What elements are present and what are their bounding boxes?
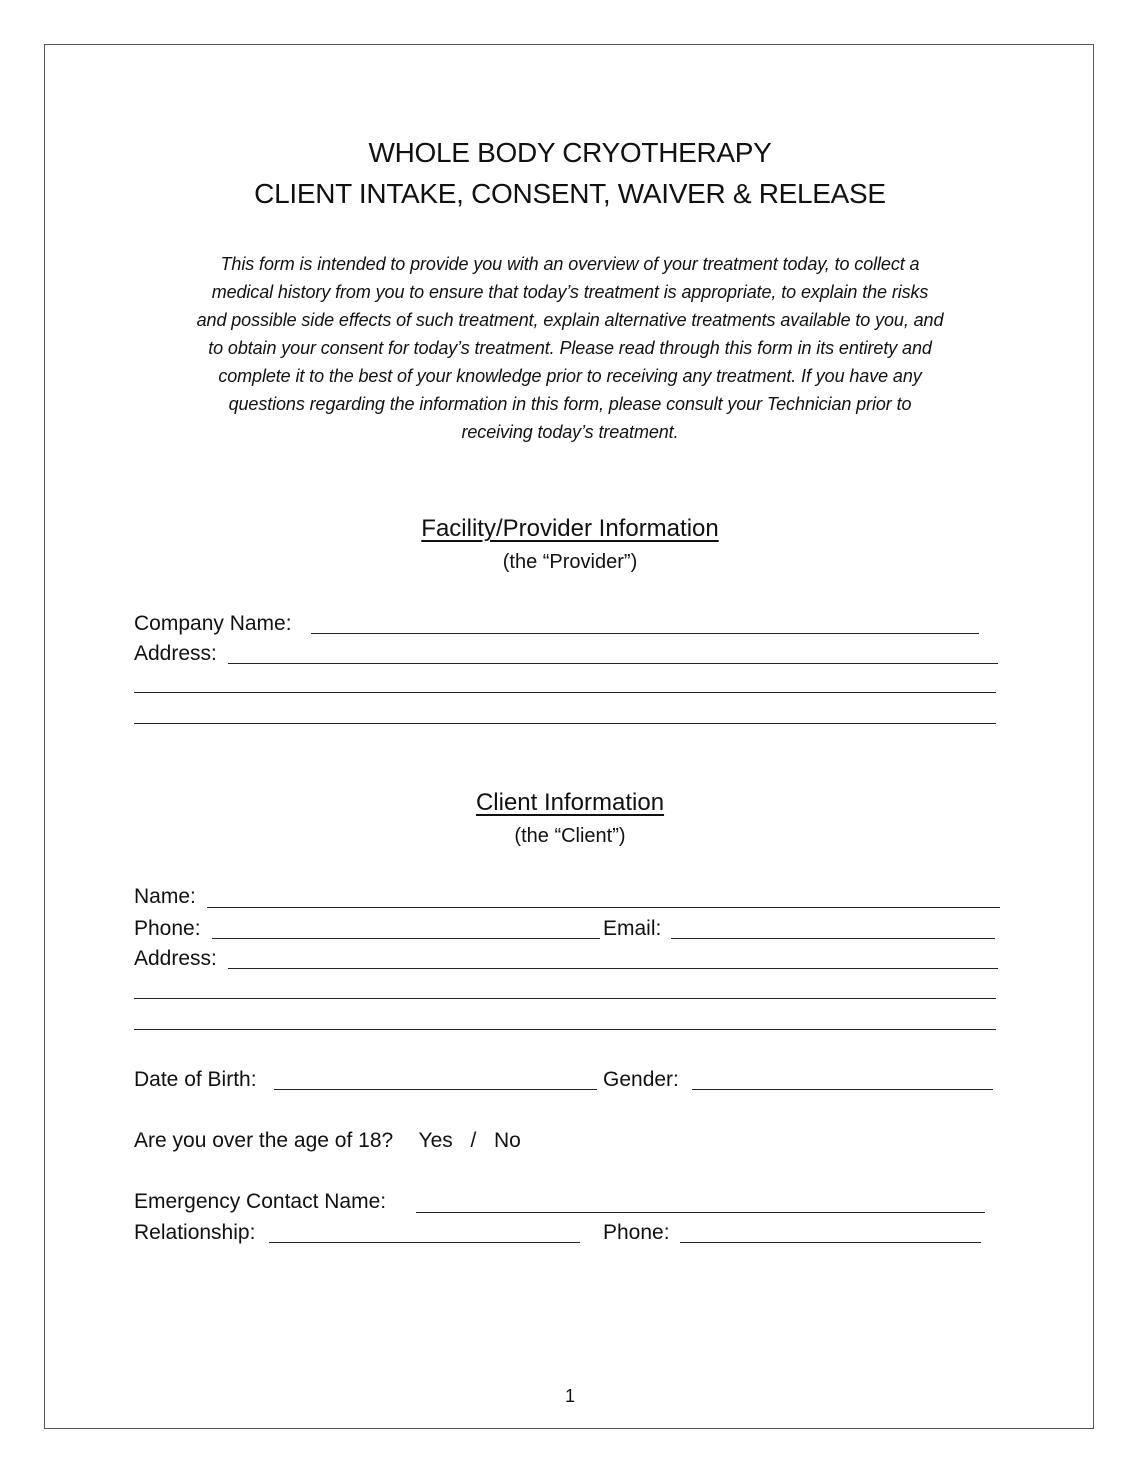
client-address-field-line2[interactable]: [134, 998, 996, 999]
client-phone-label: Phone:: [134, 917, 201, 940]
client-heading-text: Client Information: [475, 789, 665, 816]
provider-address-field[interactable]: [228, 663, 998, 664]
age-question-text: Are you over the age of 18?: [134, 1129, 394, 1152]
client-address-field-line3[interactable]: [134, 1029, 996, 1030]
provider-address-field-line2[interactable]: [134, 692, 996, 693]
age-yes-option[interactable]: Yes: [418, 1129, 453, 1152]
provider-heading-text: Facility/Provider Information: [421, 515, 719, 542]
provider-address-label: Address:: [134, 642, 217, 665]
emergency-phone-field[interactable]: [680, 1242, 981, 1243]
client-email-label: Email:: [603, 917, 662, 940]
client-email-field[interactable]: [671, 938, 995, 939]
company-name-label: Company Name:: [134, 612, 292, 635]
emergency-contact-name-label: Emergency Contact Name:: [134, 1190, 387, 1213]
intro-line: This form is intended to provide you with an overview of your treatment today, to collect a: [220, 254, 920, 274]
emergency-phone-label: Phone:: [603, 1221, 670, 1244]
client-address-label: Address:: [134, 947, 217, 970]
gender-label: Gender:: [603, 1068, 679, 1091]
dob-field[interactable]: [274, 1089, 597, 1090]
intro-line: to obtain your consent for today’s treatment. Please read through this form in its entirety and: [208, 338, 932, 358]
dob-label: Date of Birth:: [134, 1068, 257, 1091]
form-title-line2: CLIENT INTAKE, CONSENT, WAIVER & RELEASE: [254, 178, 886, 209]
age-no-option[interactable]: No: [493, 1129, 521, 1152]
client-name-field[interactable]: [207, 907, 1000, 908]
provider-section-subheading: (the “Provider”): [502, 551, 638, 573]
provider-section-heading: [0, 514, 1140, 544]
client-section-subheading: (the “Client”): [514, 825, 626, 847]
provider-address-field-line3[interactable]: [134, 723, 996, 724]
client-address-field[interactable]: [228, 968, 998, 969]
intro-line: medical history from you to ensure that today’s treatment is appropriate, to explain the risks: [211, 282, 929, 302]
company-name-field[interactable]: [311, 633, 979, 634]
client-name-label: Name:: [134, 885, 196, 908]
form-title-line1: WHOLE BODY CRYOTHERAPY: [368, 137, 772, 168]
gender-field[interactable]: [692, 1089, 993, 1090]
relationship-label: Relationship:: [134, 1221, 256, 1244]
age-option-separator: /: [470, 1129, 477, 1152]
relationship-field[interactable]: [269, 1242, 580, 1243]
emergency-contact-name-field[interactable]: [416, 1212, 985, 1213]
client-phone-field[interactable]: [212, 938, 600, 939]
client-section-heading: [0, 788, 1140, 818]
intro-line: questions regarding the information in this form, please consult your Technician prior to: [228, 394, 912, 414]
intro-paragraph: [130, 250, 1010, 446]
intro-line: complete it to the best of your knowledge prior to receiving any treatment. If you have any: [218, 366, 922, 386]
page-number: 1: [564, 1386, 575, 1406]
intro-line: and possible side effects of such treatment, explain alternative treatments available to you, and: [196, 310, 944, 330]
intro-line: receiving today’s treatment.: [461, 422, 679, 442]
age-question: [134, 1128, 521, 1154]
